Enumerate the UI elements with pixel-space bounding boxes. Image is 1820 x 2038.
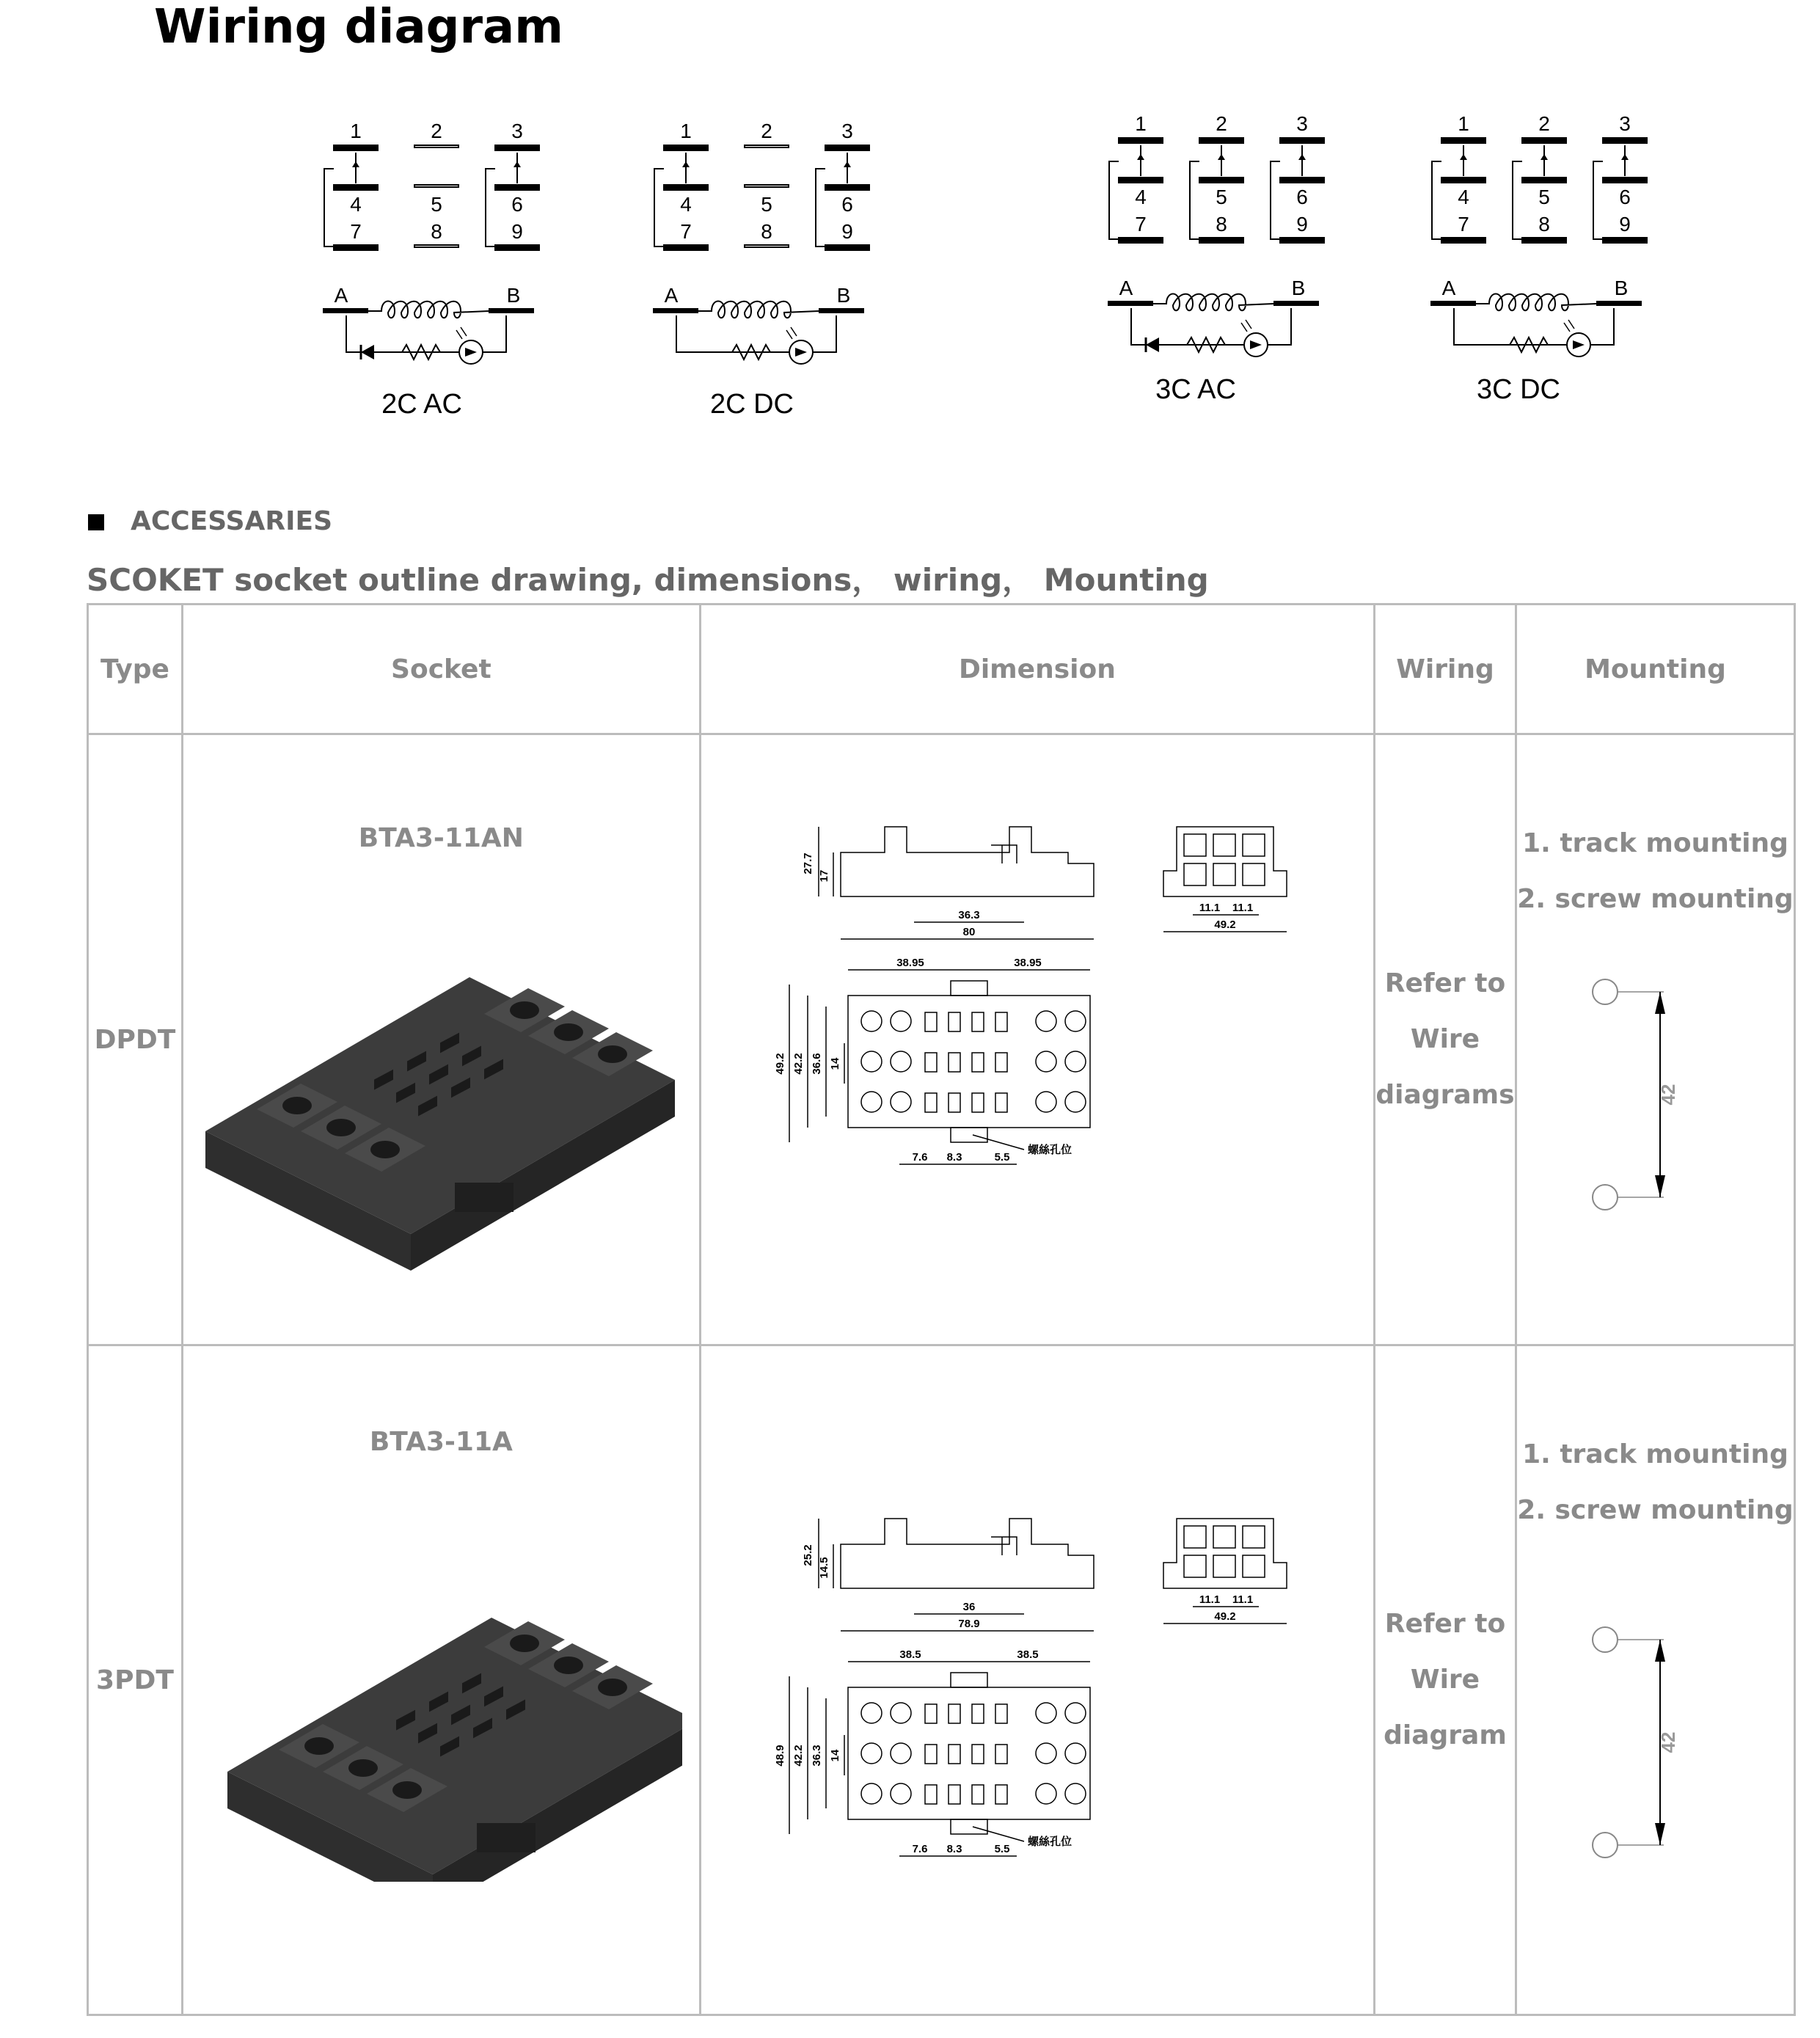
- pin-label: 4: [1458, 186, 1469, 208]
- din-clip: [455, 1183, 514, 1212]
- bracket-line: [1593, 161, 1603, 239]
- row-dimension: [700, 734, 1374, 1345]
- dim-half-right: 38.95: [1014, 957, 1042, 969]
- screw-terminal-icon: [891, 1092, 911, 1112]
- wiring-diagram-3c-dc: [1423, 103, 1702, 426]
- pin-slot: [949, 1093, 960, 1112]
- mount-line: 1. track mounting: [1522, 828, 1788, 858]
- pin-label: 2: [1538, 112, 1550, 135]
- pin-slot: [925, 1785, 937, 1804]
- dim-half-right: 38.5: [1017, 1648, 1039, 1661]
- pin-label: 6: [1619, 186, 1631, 208]
- bracket-line: [324, 169, 334, 246]
- wiring-diagram-2c-ac: [315, 110, 594, 433]
- arrow-icon: [1137, 154, 1144, 160]
- pin-label: 5: [1216, 186, 1227, 208]
- dim-v-total: 49.2: [773, 1053, 786, 1075]
- header-socket: Socket: [182, 605, 700, 734]
- row-wiring: [1374, 734, 1516, 1345]
- screw-hole-icon: [348, 1759, 378, 1777]
- top-view-outline: [848, 1687, 1090, 1819]
- contact-bar: [1199, 238, 1243, 243]
- dim-width-inner: 36: [962, 1601, 976, 1613]
- arrow-icon: [514, 161, 521, 167]
- screw-terminal-icon: [861, 1743, 882, 1764]
- front-view-outline: [841, 827, 1094, 896]
- pin-slot: [972, 1745, 984, 1764]
- pin-slot: [972, 1012, 984, 1031]
- contact-bar: [414, 245, 458, 247]
- contact-bar: [1119, 138, 1163, 143]
- screw-terminal-icon: [891, 1051, 911, 1072]
- screw-terminal-icon: [1036, 1092, 1056, 1112]
- screw-terminal-icon: [1036, 1783, 1056, 1804]
- dimension-drawing: [701, 735, 1376, 1344]
- mounting-hole-diagram: [1517, 977, 1794, 1219]
- contact-bar: [1441, 138, 1485, 143]
- contact-bar: [1441, 178, 1485, 183]
- screw-terminal-icon: [861, 1783, 882, 1804]
- dim-v-small: 14: [828, 1749, 841, 1762]
- bracket-line: [654, 169, 664, 246]
- pin-label: 7: [350, 220, 362, 243]
- contact-bar: [664, 245, 708, 250]
- mount-line: 1. track mounting: [1522, 1439, 1788, 1469]
- contact-bar: [1603, 138, 1647, 143]
- indicator-wire: [1131, 308, 1291, 345]
- pin-label: 2: [431, 120, 442, 142]
- pin-label: 1: [680, 120, 692, 142]
- contact-bar: [1280, 138, 1324, 143]
- coil-terminal: [1108, 301, 1153, 306]
- pin-label: 9: [841, 220, 853, 243]
- pin-slot: [925, 1704, 937, 1723]
- contact-bar: [1280, 178, 1324, 183]
- pin-label: 4: [1135, 186, 1147, 208]
- contact-bar: [1280, 238, 1324, 243]
- pin-label: 4: [350, 193, 362, 216]
- contact-bar: [1199, 138, 1243, 143]
- socket-model: BTA3-11A: [369, 1427, 513, 1457]
- mount-distance: 42: [1656, 1084, 1679, 1106]
- dim-side-width: 49.2: [1214, 1610, 1236, 1623]
- contact-bar: [1603, 178, 1647, 183]
- screw-terminal-icon: [891, 1011, 911, 1031]
- screw-terminal-icon: [861, 1051, 882, 1072]
- screw-terminal-icon: [1065, 1743, 1086, 1764]
- pin-label: 6: [841, 193, 853, 216]
- row-dimension: [700, 1345, 1374, 2015]
- pin-slot: [972, 1093, 984, 1112]
- bracket-line: [1432, 161, 1441, 239]
- contact-bar: [334, 185, 378, 190]
- square-bullet-icon: [88, 514, 104, 530]
- contact-bar: [664, 185, 708, 190]
- contact-bar: [664, 145, 708, 150]
- coil-winding: [698, 302, 819, 318]
- pin-label: 9: [1619, 213, 1631, 235]
- contact-bar: [334, 145, 378, 150]
- front-view-outline: [841, 1519, 1094, 1588]
- pin-slot: [925, 1745, 937, 1764]
- pin-label: 2: [761, 120, 772, 142]
- contact-bar: [745, 245, 789, 247]
- pin-slot: [995, 1093, 1007, 1112]
- pin-label: 8: [1538, 213, 1550, 235]
- row-mounting: [1516, 734, 1794, 1345]
- wiring-diagram-label: 3C AC: [1155, 374, 1236, 405]
- contact-bar: [1119, 178, 1163, 183]
- contact-bar: [1119, 238, 1163, 243]
- arrow-up-icon: [1655, 992, 1665, 1014]
- pin-label: 9: [1296, 213, 1308, 235]
- contact-bar: [1522, 138, 1566, 143]
- dim-height-base: 17: [817, 869, 830, 883]
- dim-width-total: 78.9: [958, 1618, 980, 1630]
- coil-terminal: [819, 308, 864, 313]
- pin-label: 3: [1619, 112, 1631, 135]
- pin-slot: [995, 1785, 1007, 1804]
- pin-label: 6: [511, 193, 523, 216]
- pin-slot: [972, 1704, 984, 1723]
- screw-hole-icon: [598, 1679, 627, 1696]
- dim-side-pitch-b: 11.1: [1232, 902, 1253, 914]
- screw-terminal-icon: [1065, 1051, 1086, 1072]
- arrow-down-icon: [1655, 1175, 1665, 1197]
- coil-terminal: [489, 308, 534, 313]
- wiring-line: Wire: [1410, 1665, 1480, 1695]
- coil-terminal: [1430, 301, 1476, 306]
- accessaries-heading: [88, 506, 332, 536]
- table-row: [88, 1345, 1795, 2015]
- arrow-icon: [1218, 154, 1225, 160]
- row-type: DPDT: [88, 734, 183, 1345]
- arrow-icon: [1460, 154, 1467, 160]
- contact-bar: [414, 185, 458, 187]
- dim-v-mid: 42.2: [792, 1053, 805, 1075]
- contact-bar: [825, 145, 869, 150]
- wiring-line: Refer to: [1384, 1609, 1506, 1639]
- screw-hole-icon: [510, 1635, 539, 1652]
- dim-side-pitch-a: 11.1: [1199, 902, 1220, 914]
- pin-slot: [949, 1053, 960, 1072]
- pin-slot: [995, 1704, 1007, 1723]
- socket-image: [191, 889, 690, 1271]
- pin-label: 6: [1296, 186, 1308, 208]
- screw-terminal-icon: [891, 1743, 911, 1764]
- screw-hole-icon: [510, 1001, 539, 1019]
- coil-winding: [368, 302, 489, 318]
- arrow-icon: [1541, 154, 1548, 160]
- screw-terminal-icon: [1065, 1703, 1086, 1723]
- dim-half-left: 38.95: [896, 957, 924, 969]
- coil-label-b: B: [506, 284, 521, 307]
- pin-label: 7: [680, 220, 692, 243]
- pin-label: 7: [1458, 213, 1469, 235]
- top-view-outline: [848, 996, 1090, 1128]
- screw-terminal-icon: [1036, 1743, 1056, 1764]
- coil-terminal: [1273, 301, 1319, 306]
- screw-terminal-icon: [891, 1783, 911, 1804]
- contact-bar: [1522, 238, 1566, 243]
- pin-slot: [995, 1053, 1007, 1072]
- header-dimension: Dimension: [700, 605, 1374, 734]
- pin-label: 3: [841, 120, 853, 142]
- dim-side-pitch-b: 11.1: [1232, 1593, 1253, 1606]
- pin-slot: [949, 1785, 960, 1804]
- coil-label-a: A: [1441, 277, 1456, 299]
- dim-v-inner: 36.3: [810, 1745, 823, 1767]
- pin-label: 1: [1458, 112, 1469, 135]
- row-mounting: [1516, 1345, 1794, 2015]
- wiring-line: Refer to: [1384, 968, 1506, 998]
- pin-slot: [995, 1012, 1007, 1031]
- table-header-row: [88, 605, 1795, 734]
- pin-slot: [972, 1785, 984, 1804]
- wiring-diagram-label: 3C DC: [1476, 374, 1561, 405]
- diode-icon: [361, 345, 374, 359]
- dim-note: 螺絲孔位: [1027, 1144, 1072, 1156]
- header-type: Type: [88, 605, 183, 734]
- dim-height-total: 25.2: [801, 1544, 814, 1566]
- arrow-icon: [352, 161, 359, 167]
- wiring-diagram-label: 2C DC: [709, 389, 794, 420]
- bracket-line: [1513, 161, 1522, 239]
- screw-hole-icon: [282, 1097, 312, 1114]
- dim-bottom-b: 8.3: [946, 1843, 962, 1855]
- screw-terminal-icon: [861, 1703, 882, 1723]
- screw-terminal-icon: [1036, 1703, 1056, 1723]
- pin-slot: [925, 1012, 937, 1031]
- row-wiring: [1374, 1345, 1516, 2015]
- coil-winding: [1153, 294, 1273, 311]
- coil-label-a: A: [334, 284, 348, 307]
- contact-bar: [334, 245, 378, 250]
- dim-bottom-c: 5.5: [994, 1151, 1010, 1164]
- contact-bar: [745, 145, 789, 147]
- dim-bottom-a: 7.6: [912, 1151, 928, 1164]
- dim-bottom-a: 7.6: [912, 1843, 928, 1855]
- dim-v-total: 48.9: [773, 1745, 786, 1767]
- pin-label: 4: [680, 193, 692, 216]
- wiring-diagram-label: 2C AC: [381, 389, 462, 420]
- contact-bar: [825, 245, 869, 250]
- dim-height-total: 27.7: [801, 852, 814, 874]
- pin-label: 5: [761, 193, 772, 216]
- screw-terminal-icon: [861, 1011, 882, 1031]
- dim-width-total: 80: [962, 926, 976, 938]
- dim-bottom-c: 5.5: [994, 1843, 1010, 1855]
- coil-label-a: A: [664, 284, 679, 307]
- row-type: 3PDT: [88, 1345, 183, 2015]
- mount-line: 2. screw mounting: [1517, 1495, 1794, 1525]
- pin-label: 7: [1135, 213, 1147, 235]
- mount-hole-icon: [1593, 979, 1618, 1004]
- dim-v-mid: 42.2: [792, 1745, 805, 1767]
- table-row: [88, 734, 1795, 1345]
- bracket-line: [1109, 161, 1119, 239]
- pin-label: 5: [431, 193, 442, 216]
- mount-hole-icon: [1593, 1833, 1618, 1858]
- din-clip: [477, 1823, 536, 1852]
- coil-winding: [1476, 294, 1596, 311]
- header-wiring: Wiring: [1374, 605, 1516, 734]
- pin-slot: [995, 1745, 1007, 1764]
- coil-label-a: A: [1119, 277, 1133, 299]
- indicator-wire: [1454, 308, 1614, 345]
- pin-slot: [949, 1704, 960, 1723]
- dim-v-small: 14: [828, 1057, 841, 1070]
- wiring-line: Wire: [1410, 1024, 1480, 1054]
- screw-terminal-icon: [1065, 1011, 1086, 1031]
- pin-slot: [949, 1745, 960, 1764]
- dim-note: 螺絲孔位: [1027, 1836, 1072, 1848]
- bracket-line: [1190, 161, 1199, 239]
- contact-bar: [825, 185, 869, 190]
- screw-terminal-icon: [891, 1703, 911, 1723]
- contact-bar: [495, 145, 539, 150]
- mount-line: 2. screw mounting: [1517, 884, 1794, 914]
- pin-label: 1: [350, 120, 362, 142]
- wiring-diagram-2c-dc: [646, 110, 924, 433]
- mount-distance: 42: [1656, 1731, 1679, 1753]
- pin-label: 8: [761, 220, 772, 243]
- mount-hole-icon: [1593, 1185, 1618, 1210]
- contact-bar: [495, 185, 539, 190]
- socket-model: BTA3-11AN: [358, 823, 524, 853]
- arrow-icon: [844, 161, 851, 167]
- dim-width-inner: 36.3: [958, 909, 980, 921]
- screw-terminal-icon: [1036, 1011, 1056, 1031]
- row-socket: [182, 734, 700, 1345]
- bracket-line: [1271, 161, 1280, 239]
- socket-spec-table: [87, 603, 1796, 2016]
- contact-bar: [495, 245, 539, 250]
- arrow-icon: [682, 161, 690, 167]
- screw-hole-icon: [598, 1045, 627, 1063]
- screw-hole-icon: [326, 1119, 356, 1136]
- pin-label: 3: [511, 120, 523, 142]
- pin-slot: [925, 1093, 937, 1112]
- pin-label: 2: [1216, 112, 1227, 135]
- diode-icon: [1146, 337, 1159, 352]
- coil-terminal: [323, 308, 368, 313]
- contact-bar: [1199, 178, 1243, 183]
- pin-label: 8: [431, 220, 442, 243]
- mount-hole-icon: [1593, 1627, 1618, 1652]
- contact-bar: [745, 185, 789, 187]
- pin-label: 5: [1538, 186, 1550, 208]
- arrow-down-icon: [1655, 1823, 1665, 1845]
- wiring-diagram-3c-ac: [1100, 103, 1379, 426]
- coil-label-b: B: [1614, 277, 1629, 299]
- section-subtitle: SCOKET socket outline drawing, dimensions， wiring， Mounting: [87, 562, 1209, 598]
- coil-terminal: [653, 308, 698, 313]
- pin-slot: [949, 1012, 960, 1031]
- pin-slot: [972, 1053, 984, 1072]
- coil-label-b: B: [836, 284, 851, 307]
- screw-terminal-icon: [1065, 1783, 1086, 1804]
- dim-half-left: 38.5: [899, 1648, 921, 1661]
- contact-bar: [1441, 238, 1485, 243]
- bracket-line: [816, 169, 825, 246]
- contact-bar: [1603, 238, 1647, 243]
- screw-hole-icon: [392, 1781, 422, 1799]
- bracket-line: [486, 169, 495, 246]
- pin-slot: [925, 1053, 937, 1072]
- arrow-icon: [1621, 154, 1629, 160]
- indicator-wire: [676, 315, 836, 352]
- screw-hole-icon: [304, 1737, 334, 1755]
- screw-terminal-icon: [1036, 1051, 1056, 1072]
- contact-bar: [414, 145, 458, 147]
- coil-label-b: B: [1291, 277, 1306, 299]
- pin-label: 9: [511, 220, 523, 243]
- header-mounting: Mounting: [1516, 605, 1794, 734]
- pin-label: 3: [1296, 112, 1308, 135]
- screw-terminal-icon: [1065, 1092, 1086, 1112]
- arrow-up-icon: [1655, 1640, 1665, 1662]
- wiring-line: diagrams: [1375, 1080, 1515, 1110]
- coil-terminal: [1596, 301, 1642, 306]
- dim-height-base: 14.5: [817, 1557, 830, 1579]
- arrow-icon: [1298, 154, 1306, 160]
- dimension-drawing: [701, 1346, 1376, 2014]
- indicator-wire: [346, 315, 506, 352]
- screw-hole-icon: [554, 1657, 583, 1674]
- dim-v-inner: 36.6: [810, 1053, 823, 1075]
- pin-label: 8: [1216, 213, 1227, 235]
- dim-bottom-b: 8.3: [946, 1151, 962, 1164]
- socket-image: [213, 1530, 682, 1882]
- screw-hole-icon: [554, 1023, 583, 1041]
- accessaries-label: ACCESSARIES: [131, 506, 333, 536]
- screw-terminal-icon: [861, 1092, 882, 1112]
- dim-side-width: 49.2: [1214, 918, 1236, 931]
- wiring-line: diagram: [1384, 1720, 1507, 1750]
- dim-side-pitch-a: 11.1: [1199, 1593, 1220, 1606]
- mounting-hole-diagram: [1517, 1625, 1794, 1867]
- screw-hole-icon: [370, 1141, 400, 1158]
- pin-label: 1: [1135, 112, 1147, 135]
- page-title: Wiring diagram: [154, 0, 563, 54]
- row-socket: [182, 1345, 700, 2015]
- contact-bar: [1522, 178, 1566, 183]
